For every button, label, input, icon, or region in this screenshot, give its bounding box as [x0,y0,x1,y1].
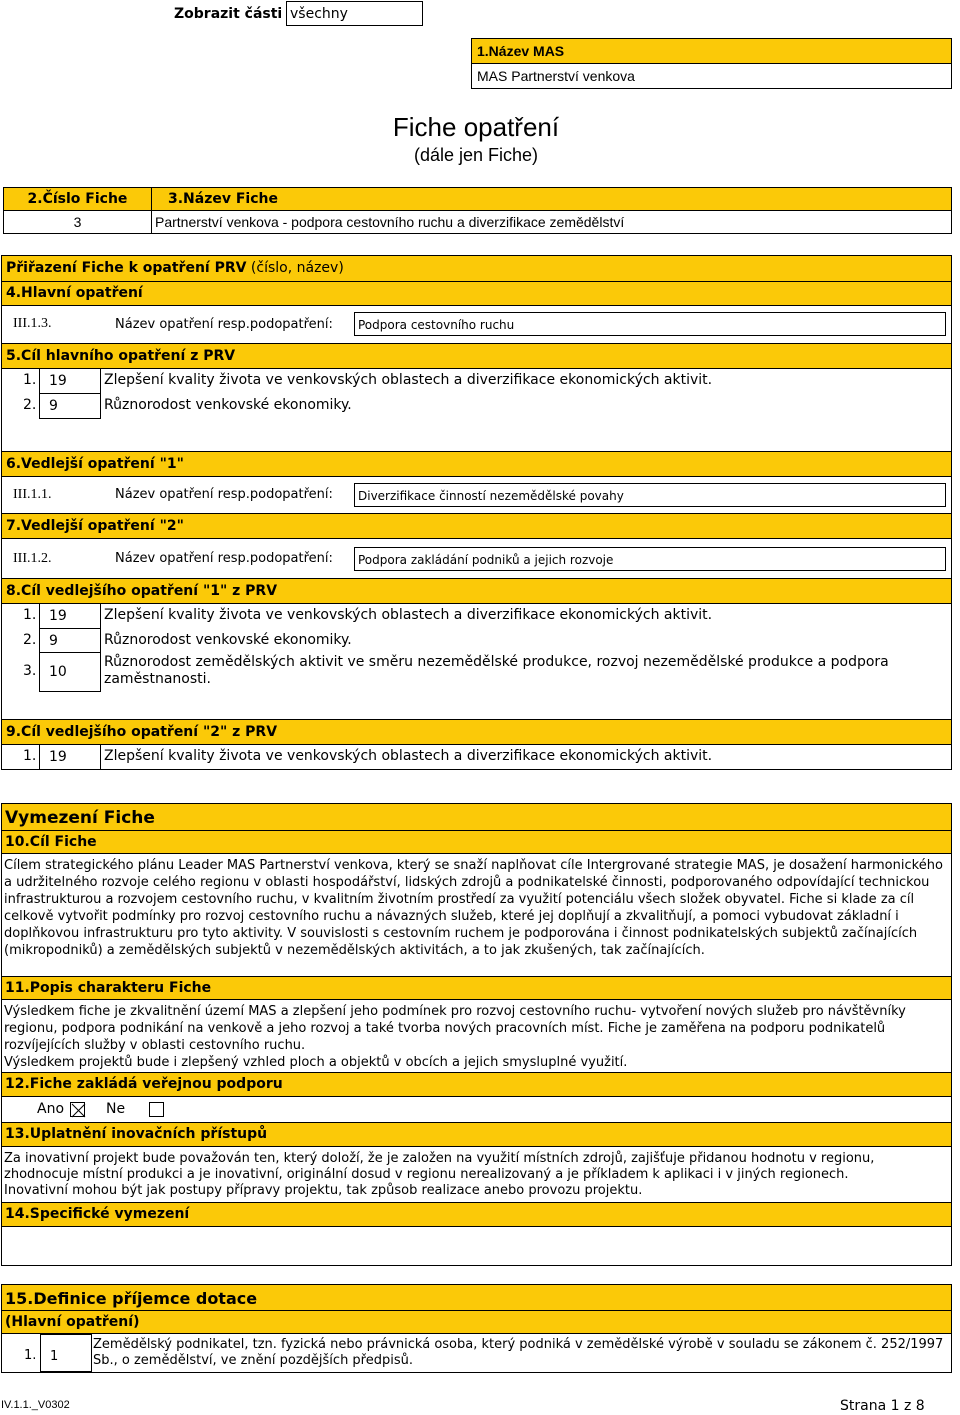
filter-label: Zobrazit části [174,6,283,22]
recipient-row [1,1333,952,1373]
goal-main-row [1,393,952,419]
footer-page: Strana 1 z 8 [840,1398,925,1414]
assignment-title [1,255,952,282]
fiche-number-header: 2.Číslo Fiche [3,187,152,211]
goal-side1-code: 9 [39,628,101,653]
recipient-code: 1 [40,1334,92,1372]
goal-side1-row [1,628,952,653]
side2-label: Název opatření resp.podopatření: [115,551,333,566]
mas-name: MAS Partnerství venkova [471,63,952,89]
footer-code: IV.1.1._V0302 [1,1399,70,1411]
page-title: Fiche opatření [392,112,560,142]
innovation-text-1: Za inovativní projekt bude považován ten, který doloží, že je založen na využití místních zdrojů, zajišťuje přidanou hodnotu v regionu, zhodnocuje místní produkci a je inovativní, originální dosud v regionu nerealizovaný a je příkladem k aplikaci i v jiných regionech. [4,1151,875,1182]
main-measure-code: III.1.3. [13,316,52,331]
goal-side1-row [1,603,952,629]
goal-side1-code: 10 [39,652,101,692]
side1-header: 6.Vedlejší opatření "1" [1,451,952,477]
side1-row [1,476,952,514]
goal-side2-code: 19 [39,744,101,770]
specific-text [1,1226,952,1266]
check-mark-icon [71,1103,86,1118]
page-subtitle: (dále jen Fiche) [413,145,539,165]
goal-main-header: 5.Cíl hlavního opatření z PRV [1,343,952,369]
goal-side1-index: 1. [23,607,37,623]
recipient-subheader: (Hlavní opatření) [1,1310,952,1334]
goal-side1-code: 19 [39,603,101,629]
fiche-name-header: 3.Název Fiche [151,187,952,211]
side1-label: Název opatření resp.podopatření: [115,487,333,502]
goal-main-code: 19 [39,368,101,394]
innovation-text [1,1146,952,1203]
goal-side2-index: 1. [23,748,37,764]
side1-name: Diverzifikace činností nezemědělské povahy [354,483,946,507]
char-text [1,999,952,1073]
innovation-header: 13.Uplatnění inovačních přístupů [1,1122,952,1147]
yes-checkbox[interactable] [70,1102,85,1117]
goal-main-text: Zlepšení kvality života ve venkovských oblastech a diverzifikace ekonomických aktivit. [104,372,713,388]
char-header: 11.Popis charakteru Fiche [1,976,952,1000]
recipient-text: Zemědělský podnikatel, tzn. fyzická nebo právnická osoba, který podniká v zemědělské výrobě v souladu se zákonem č. 252/1997 Sb., o zemědělství, ve znění pozdějších předpisů. [93,1337,944,1368]
goal-side1-index: 3. [23,663,37,679]
assignment-title-bold: Přiřazení Fiche k opatření PRV [6,260,247,276]
specific-header: 14.Specifické vymezení [1,1202,952,1227]
main-measure-row [1,305,952,344]
goal-main-code: 9 [39,393,101,419]
scope-title: Vymezení Fiche [1,803,952,831]
scope-goal-text: Cílem strategického plánu Leader MAS Partnerství venkova, který se snaží naplňovat cíle Intergrované strategie MAS, je dosažení harmonického a udržitelného rozvoje celého regionu v oblasti hospodářství, lidských zdrojů a podnikatelské činnosti, podporovaného odpovídající technickou infrastrukturou a rozvojem cestovního ruchu, v kvalitním životním prostředí za využití potenciálu všech složek obyvatel. Fiche si klade za cíl celkově vytvořit podmínky pro rozvoj cestovního ruchu a návazných služeb, které jej doplňují a zkvalitňují, a pomoci vybudovat základní i doplňkovou infrastrukturu pro tyto aktivity. V souvislosti s cestovním ruchem je podporována i činnost podnikatelských subjektů začínajících (mikropodniků) a zemědělských subjektů v nezemědělských aktivitách, a to jak zkušených, tak začínajících. [1,853,952,977]
main-measure-label: Název opatření resp.podopatření: [115,317,333,332]
fiche-name: Partnerství venkova - podpora cestovního ruchu a diverzifikace zemědělství [151,210,952,234]
goal-main-index: 2. [23,397,37,413]
main-measure-name: Podpora cestovního ruchu [354,312,946,336]
goal-side1-index: 2. [23,632,37,648]
yes-label: Ano [37,1101,65,1117]
goal-side2-header: 9.Cíl vedlejšího opatření "2" z PRV [1,719,952,745]
char-text-2: Výsledkem projektů bude i zlepšený vzhled ploch a objektů v obcích a jejich smysluplné využití. [4,1055,628,1070]
side2-header: 7.Vedlejší opatření "2" [1,513,952,539]
main-measure-header: 4.Hlavní opatření [1,281,952,306]
char-text-1: Výsledkem fiche je zkvalitnění území MAS a zlepšení jeho podmínek pro rozvoj cestovního ruchu- vytvoření nových služeb pro návštěvníky regionu, podpora podnikání na venkově a jeho rozvoj a také tvorba nových pracovních míst. Fiche je zaměřena na podporu podnikatelů rozvíjejících služby v oblasti cestovního ruchu. [4,1004,906,1053]
public-support-row [1,1096,952,1123]
innovation-text-2: Inovativní mohou být jak postupy přípravy projektu, tak způsob realizace anebo provozu projektu. [4,1183,643,1198]
goal-side2-row [1,744,952,770]
goal-side1-text: Zlepšení kvality života ve venkovských oblastech a diverzifikace ekonomických aktivit. [104,607,713,623]
assignment-title-rest: (číslo, název) [246,260,344,276]
recipient-header: 15.Definice příjemce dotace [1,1284,952,1311]
goal-side2-text: Zlepšení kvality života ve venkovských oblastech a diverzifikace ekonomických aktivit. [104,748,713,764]
side1-code: III.1.1. [13,487,52,502]
goal-side1-text: Různorodost venkovské ekonomiky. [104,632,352,648]
side2-row [1,538,952,579]
scope-goal-header: 10.Cíl Fiche [1,830,952,854]
side2-code: III.1.2. [13,551,52,566]
filter-select[interactable]: všechny [286,1,423,26]
goal-side1-row [1,652,952,692]
no-checkbox[interactable] [149,1102,164,1117]
goal-side1-header: 8.Cíl vedlejšího opatření "1" z PRV [1,578,952,604]
recipient-idx: 1. [24,1348,37,1363]
mas-header: 1.Název MAS [471,38,952,64]
goal-main-row [1,368,952,394]
side2-name: Podpora zakládání podniků a jejich rozvoje [354,547,946,571]
goal-side1-text: Různorodost zemědělských aktivit ve směru nezemědělské produkce, rozvoj nezemědělské produkce a podpora zaměstnanosti. [104,654,889,687]
public-support-header: 12.Fiche zakládá veřejnou podporu [1,1072,952,1097]
goal-main-index: 1. [23,372,37,388]
goal-main-text: Různorodost venkovské ekonomiky. [104,397,352,413]
fiche-number: 3 [3,210,152,234]
no-label: Ne [106,1101,126,1117]
